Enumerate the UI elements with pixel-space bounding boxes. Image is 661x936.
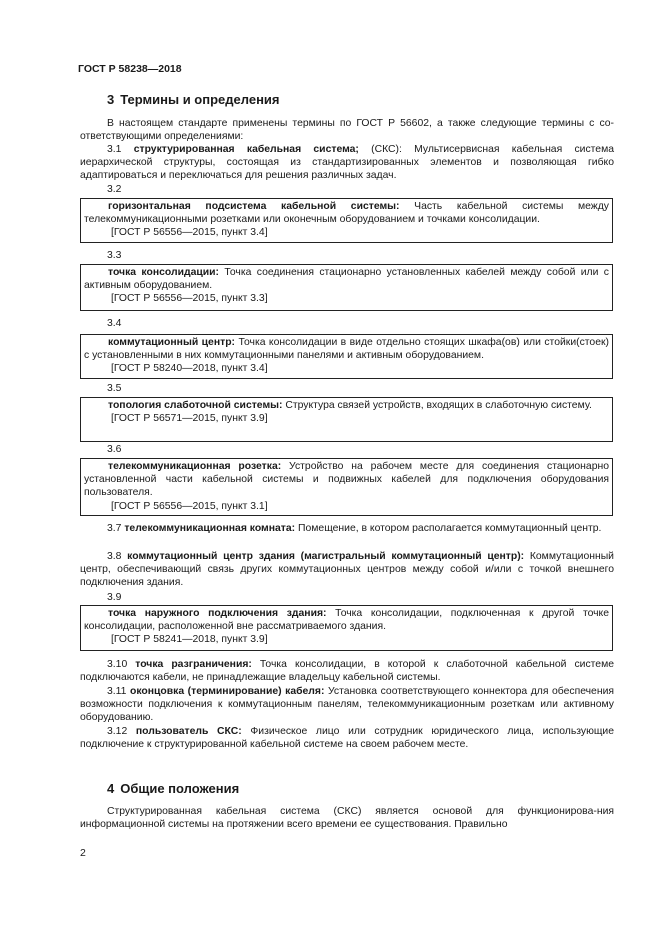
term-3-9-box [80,605,613,651]
page-number: 2 [80,847,86,859]
term-definition: точка консолидации: Точка соединения стационарно установленных кабелей между собой или с активным оборудованием. [84,267,609,292]
term-number: 3.5 [107,383,122,394]
term-3-1: 3.1 структурированная кабельная система; (СКС): Мультисервисная кабельная система иерархической структуры, состоящая из стандартизированных элементов и позволяющая гибко адаптироваться и переключаться для решения различных задач. [80,144,614,182]
section-number: 3 [107,92,115,107]
term-definition: телекоммуникационная розетка: Устройство на рабочем месте для соединения стационарно установленной части кабельной системы и подвижных кабелей для подключения оборудования пользователя. [84,461,609,499]
term-number: 3.3 [107,250,122,261]
term-number: 3.6 [107,444,122,455]
term-source: [ГОСТ Р 56556—2015, пункт 3.1] [111,500,268,512]
term-source: [ГОСТ Р 56556—2015, пункт 3.3] [111,293,268,305]
term-3-10: 3.10 точка разграничения: Точка консолидации, в которой к слаботочной кабельной системе подключаются кабели, не принадлежащие владельцу кабельной системы. [80,659,614,684]
term-definition: топология слаботочной системы: Структура связей устройств, входящих в слаботочную систему. [108,400,592,411]
term-definition: горизонтальная подсистема кабельной системы: Часть кабельной системы между телекоммуникационными розетками или оконечным оборудованием и точками консолидации. [84,201,609,226]
section-3-heading [107,92,280,107]
term-number: 3.4 [107,318,122,329]
term-source: [ГОСТ Р 58241—2018, пункт 3.9] [111,634,268,646]
term-number: 3.9 [107,592,122,603]
section-title: Общие положения [120,781,240,796]
term-source: [ГОСТ Р 56571—2015, пункт 3.9] [111,413,268,425]
term-3-4-box [80,334,613,379]
term-source: [ГОСТ Р 56556—2015, пункт 3.4] [111,227,268,239]
term-source: [ГОСТ Р 58240—2018, пункт 3.4] [111,363,268,375]
section-4-paragraph: Структурированная кабельная система (СКС) является основой для функционирова-ния информационной системы на протяжении всего времени ее существования. Правильно [80,806,614,831]
section-4-heading [107,781,239,796]
term-3-2-box [80,198,613,243]
section-number: 4 [107,781,115,796]
term-3-3-box [80,264,613,311]
term-3-12: 3.12 пользователь СКС: Физическое лицо или сотрудник юридического лица, использующие подключение к структурированной кабельной системе на своем рабочем месте. [80,726,614,751]
section-title: Термины и определения [120,92,280,107]
intro-paragraph: В настоящем стандарте применены термины по ГОСТ Р 56602, а также следующие термины с со-ответствующими определениями: [80,118,614,143]
term-definition: коммутационный центр: Точка консолидации в виде отдельно стоящих шкафа(ов) или стойки(стоек) с установленными в них коммутационными панелями и активным оборудованием. [84,337,609,362]
term-number: 3.2 [107,184,122,195]
term-definition: точка наружного подключения здания: Точка консолидации, подключенная к другой точке консолидации, расположенной вне рассматриваемого здания. [84,608,609,633]
term-3-8: 3.8 коммутационный центр здания (магистральный коммутационный центр): Коммутационный центр, обеспечивающий связь других коммутационных центров между собой и/или с точкой внешнего подключения здания. [80,551,614,589]
term-3-11: 3.11 оконцовка (терминирование) кабеля: Установка соответствующего коннектора для обеспечения возможности подключения к коммутационным панелям, телекоммуникационным розеткам или активному оборудованию. [80,686,615,724]
term-3-7: 3.7 телекоммуникационная комната: Помещение, в котором располагается коммутационный центр. [107,523,602,534]
term-3-5-box [80,397,613,442]
term-3-6-box [80,458,613,516]
document-header: ГОСТ Р 58238—2018 [78,63,182,75]
